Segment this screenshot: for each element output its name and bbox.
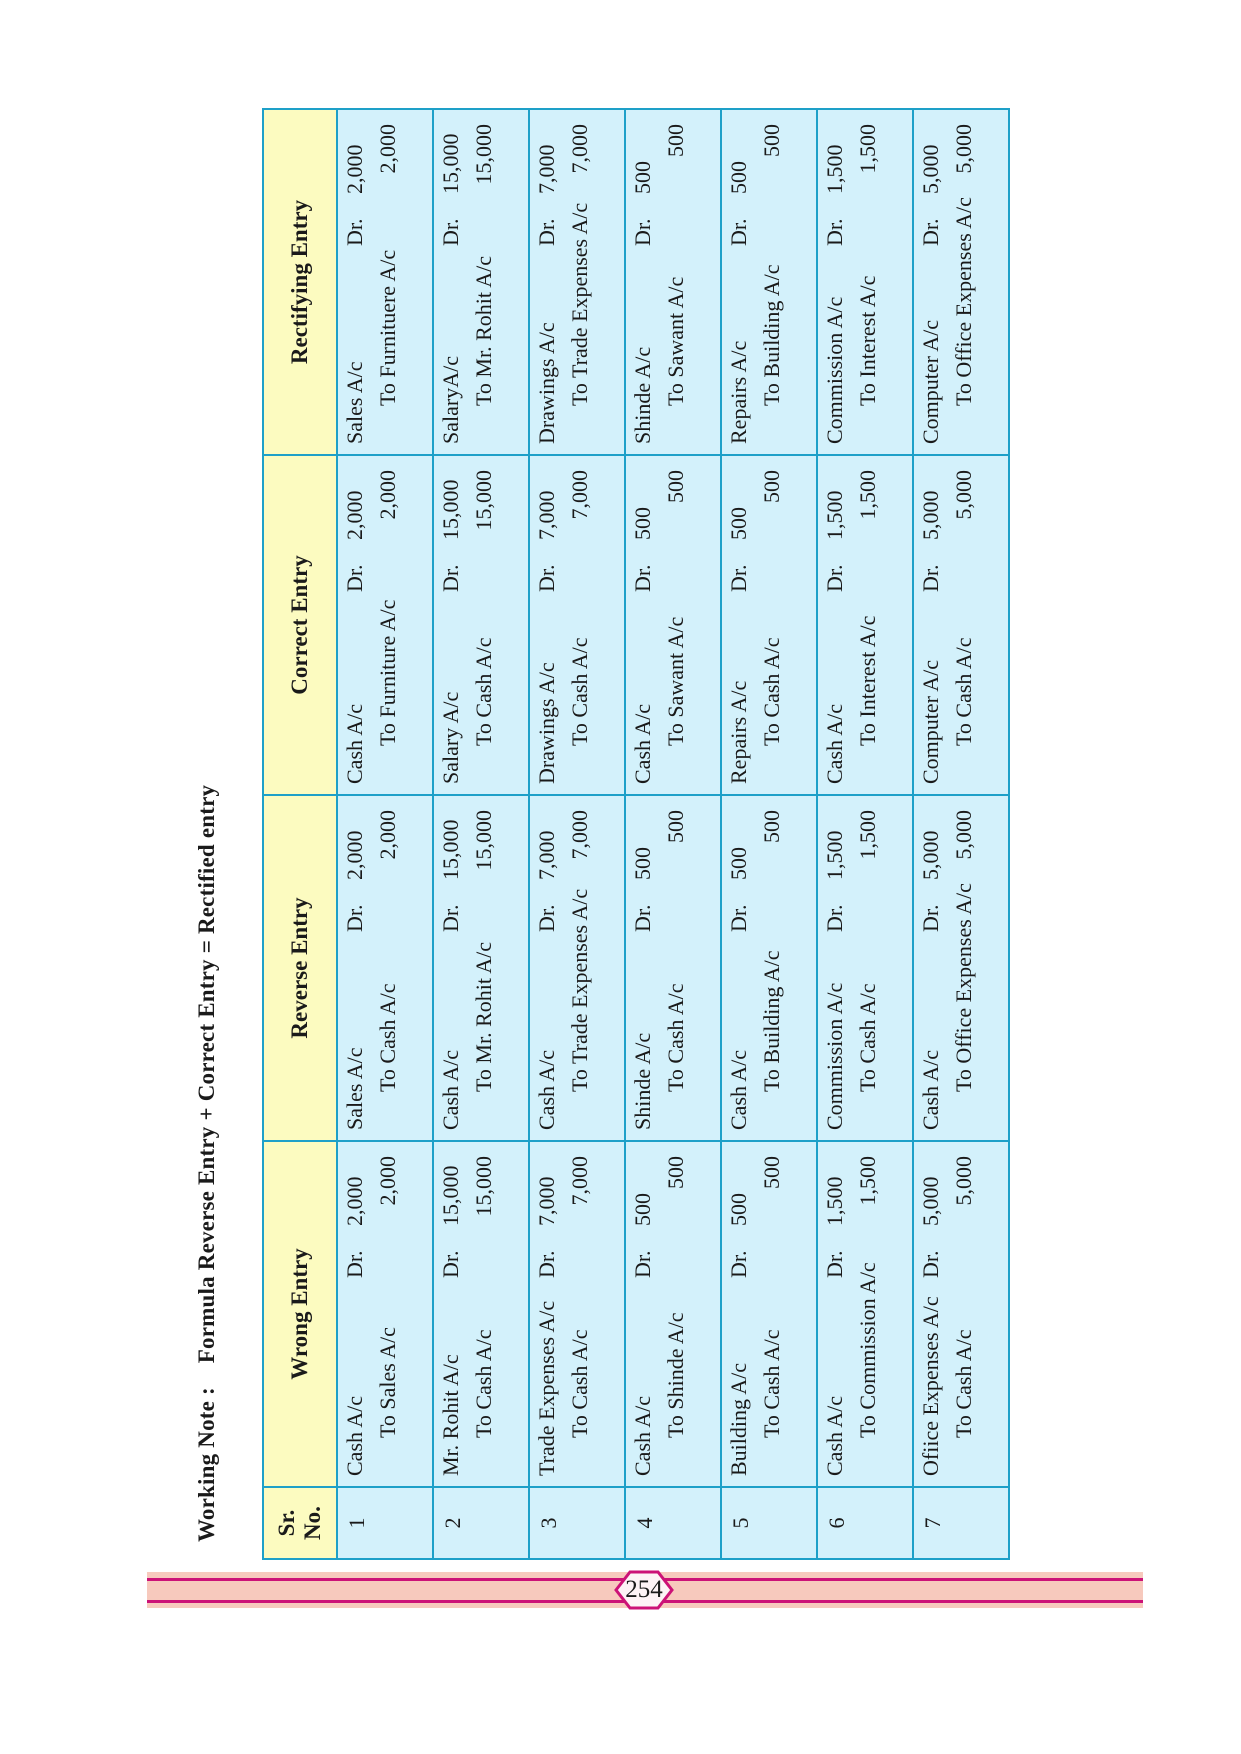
debit-line [918, 1150, 944, 1476]
credit-line [567, 464, 593, 784]
credit-account: To Office Expenses A/c [951, 197, 976, 406]
credit-amount: 500 [759, 1156, 784, 1189]
debit-amount: 500 [726, 507, 751, 540]
debit-account: Sales A/c [342, 1047, 367, 1130]
credit-line [375, 464, 401, 784]
dr-marker: Dr. [822, 218, 847, 246]
debit-amount: 1,500 [822, 490, 847, 540]
rectification-table [262, 108, 1010, 1560]
debit-line [726, 464, 752, 784]
debit-account: Trade Expenses A/c [534, 1300, 559, 1476]
journal-entry [818, 456, 881, 794]
debit-account: Building A/c [726, 1362, 751, 1476]
credit-account: To Sawant A/c [663, 276, 688, 406]
rotated-page-content [170, 110, 976, 1560]
debit-amount: 2,000 [342, 1176, 367, 1226]
debit-line [630, 118, 656, 444]
working-note-label: Working Note : [194, 1387, 219, 1542]
debit-amount: 5,000 [918, 144, 943, 194]
debit-line [342, 464, 368, 784]
wrong-entry-cell [433, 1141, 529, 1487]
correct-entry-cell [337, 455, 433, 795]
sr-no-cell: 6 [817, 1487, 913, 1559]
credit-account: To Shinde A/c [663, 1312, 688, 1438]
journal-entry [722, 796, 785, 1140]
journal-entry [530, 456, 593, 794]
debit-amount: 500 [630, 847, 655, 880]
credit-account: To Cash A/c [471, 637, 496, 746]
debit-line [726, 118, 752, 444]
dr-marker: Dr. [342, 564, 367, 592]
journal-entry [626, 110, 689, 454]
credit-line [375, 118, 401, 444]
journal-entry [338, 796, 401, 1140]
sr-no-cell: 3 [529, 1487, 625, 1559]
credit-amount: 1,500 [855, 1156, 880, 1206]
journal-entry [914, 796, 977, 1140]
dr-marker: Dr. [822, 904, 847, 932]
journal-entry [434, 796, 497, 1140]
debit-account: Drawings A/c [534, 322, 559, 444]
credit-account: To Interest A/c [855, 615, 880, 746]
rectifying-entry-cell [817, 109, 913, 455]
credit-account: To Cash A/c [471, 1329, 496, 1438]
journal-entry [626, 456, 689, 794]
debit-line [918, 118, 944, 444]
wrong-entry-cell [721, 1141, 817, 1487]
debit-account: Shinde A/c [630, 346, 655, 444]
credit-amount: 7,000 [567, 124, 592, 174]
credit-account: To Trade Expenses A/c [567, 888, 592, 1092]
credit-account: To Interest A/c [855, 275, 880, 406]
table-row [529, 109, 625, 1559]
correct-entry-cell [913, 455, 1009, 795]
debit-account: Repairs A/c [726, 680, 751, 784]
journal-entry [434, 110, 497, 454]
rectifying-entry-cell [913, 109, 1009, 455]
credit-account: To Cash A/c [951, 637, 976, 746]
journal-entry [626, 796, 689, 1140]
credit-line [471, 804, 497, 1130]
correct-entry-cell [721, 455, 817, 795]
debit-line [630, 804, 656, 1130]
credit-account: To Cash A/c [855, 983, 880, 1092]
journal-entry [626, 1142, 689, 1486]
credit-line [471, 118, 497, 444]
debit-account: Mr. Rohit A/c [438, 1354, 463, 1476]
debit-line [342, 1150, 368, 1476]
working-note-formula: Formula Reverse Entry + Correct Entry = Rectified entry [194, 784, 219, 1364]
debit-line [438, 118, 464, 444]
credit-line [951, 1150, 977, 1476]
credit-line [567, 118, 593, 444]
debit-amount: 7,000 [534, 830, 559, 880]
credit-line [663, 804, 689, 1130]
dr-marker: Dr. [630, 564, 655, 592]
credit-line [567, 804, 593, 1130]
table-row [913, 109, 1009, 1559]
credit-amount: 1,500 [855, 810, 880, 860]
journal-entry [530, 110, 593, 454]
sr-no-cell: 1 [337, 1487, 433, 1559]
wrong-entry-cell [817, 1141, 913, 1487]
debit-amount: 5,000 [918, 1176, 943, 1226]
header-rectifying-entry: Rectifying Entry [263, 109, 337, 455]
debit-line [918, 464, 944, 784]
journal-entry [722, 1142, 785, 1486]
debit-account: Cash A/c [534, 1049, 559, 1130]
credit-line [951, 118, 977, 444]
debit-account: SalaryA/c [438, 356, 463, 444]
working-note [194, 785, 220, 1542]
debit-account: Cash A/c [822, 1395, 847, 1476]
dr-marker: Dr. [630, 1250, 655, 1278]
credit-amount: 2,000 [375, 124, 400, 174]
dr-marker: Dr. [630, 904, 655, 932]
dr-marker: Dr. [918, 904, 943, 932]
credit-account: To Commission A/c [855, 1262, 880, 1438]
dr-marker: Dr. [726, 1250, 751, 1278]
credit-account: To Building A/c [759, 950, 784, 1092]
debit-line [726, 1150, 752, 1476]
dr-marker: Dr. [342, 218, 367, 246]
debit-account: Shinde A/c [630, 1032, 655, 1130]
credit-account: To Cash A/c [759, 637, 784, 746]
debit-account: Computer A/c [918, 659, 943, 784]
credit-account: To Sales A/c [375, 1327, 400, 1438]
debit-amount: 1,500 [822, 144, 847, 194]
header-sr-line1: Sr. [273, 1509, 299, 1537]
debit-amount: 7,000 [534, 144, 559, 194]
credit-amount: 500 [663, 810, 688, 843]
journal-entry [722, 456, 785, 794]
credit-line [951, 464, 977, 784]
rectifying-entry-cell [337, 109, 433, 455]
debit-account: Computer A/c [918, 319, 943, 444]
debit-amount: 500 [630, 161, 655, 194]
credit-line [951, 804, 977, 1130]
debit-amount: 15,000 [438, 479, 463, 540]
table-row [337, 109, 433, 1559]
debit-account: Cash A/c [630, 703, 655, 784]
dr-marker: Dr. [918, 1250, 943, 1278]
reverse-entry-cell [625, 795, 721, 1141]
debit-line [534, 1150, 560, 1476]
table-row [625, 109, 721, 1559]
journal-entry [818, 1142, 881, 1486]
wrong-entry-cell [625, 1141, 721, 1487]
debit-amount: 2,000 [342, 490, 367, 540]
dr-marker: Dr. [438, 1250, 463, 1278]
reverse-entry-cell [529, 795, 625, 1141]
debit-line [438, 1150, 464, 1476]
correct-entry-cell [817, 455, 913, 795]
debit-line [438, 804, 464, 1130]
journal-entry [818, 796, 881, 1140]
journal-entry [530, 1142, 593, 1486]
debit-amount: 2,000 [342, 830, 367, 880]
debit-amount: 500 [726, 847, 751, 880]
credit-amount: 500 [759, 470, 784, 503]
journal-entry [338, 1142, 401, 1486]
credit-account: To Cash A/c [567, 1329, 592, 1438]
debit-line [534, 118, 560, 444]
debit-amount: 500 [630, 1193, 655, 1226]
credit-line [663, 1150, 689, 1476]
wrong-entry-cell [529, 1141, 625, 1487]
header-sr-no [263, 1487, 337, 1559]
debit-amount: 500 [726, 161, 751, 194]
dr-marker: Dr. [726, 564, 751, 592]
dr-marker: Dr. [918, 218, 943, 246]
debit-amount: 7,000 [534, 1176, 559, 1226]
credit-account: To Cash A/c [663, 983, 688, 1092]
dr-marker: Dr. [630, 218, 655, 246]
reverse-entry-cell [433, 795, 529, 1141]
credit-account: To Mr. Rohit A/c [471, 255, 496, 406]
dr-marker: Dr. [534, 1250, 559, 1278]
credit-line [663, 464, 689, 784]
credit-line [855, 118, 881, 444]
debit-line [822, 118, 848, 444]
dr-marker: Dr. [726, 218, 751, 246]
sr-no-cell: 5 [721, 1487, 817, 1559]
credit-account: To Sawant A/c [663, 616, 688, 746]
table-header-row [263, 109, 337, 1559]
dr-marker: Dr. [726, 904, 751, 932]
debit-line [630, 1150, 656, 1476]
debit-amount: 15,000 [438, 133, 463, 194]
dr-marker: Dr. [438, 904, 463, 932]
correct-entry-cell [625, 455, 721, 795]
journal-entry [434, 1142, 497, 1486]
debit-account: Salary A/c [438, 691, 463, 784]
journal-entry [818, 110, 881, 454]
debit-amount: 500 [630, 507, 655, 540]
credit-amount: 5,000 [951, 810, 976, 860]
credit-line [375, 1150, 401, 1476]
reverse-entry-cell [817, 795, 913, 1141]
credit-line [759, 804, 785, 1130]
dr-marker: Dr. [822, 564, 847, 592]
credit-amount: 500 [663, 470, 688, 503]
credit-amount: 2,000 [375, 810, 400, 860]
header-correct-entry: Correct Entry [263, 455, 337, 795]
dr-marker: Dr. [534, 564, 559, 592]
journal-entry [338, 456, 401, 794]
credit-amount: 7,000 [567, 1156, 592, 1206]
rectifying-entry-cell [721, 109, 817, 455]
debit-account: Cash A/c [342, 1395, 367, 1476]
header-wrong-entry: Wrong Entry [263, 1141, 337, 1487]
wrong-entry-cell [913, 1141, 1009, 1487]
credit-amount: 15,000 [471, 810, 496, 871]
debit-amount: 1,500 [822, 1176, 847, 1226]
debit-amount: 5,000 [918, 490, 943, 540]
debit-amount: 2,000 [342, 144, 367, 194]
debit-account: Commission A/c [822, 982, 847, 1130]
journal-entry [914, 456, 977, 794]
credit-line [471, 1150, 497, 1476]
credit-amount: 1,500 [855, 470, 880, 520]
credit-account: To Office Expenses A/c [951, 883, 976, 1092]
credit-amount: 15,000 [471, 1156, 496, 1217]
table-row [721, 109, 817, 1559]
credit-amount: 5,000 [951, 124, 976, 174]
debit-amount: 5,000 [918, 830, 943, 880]
debit-line [822, 804, 848, 1130]
reverse-entry-cell [913, 795, 1009, 1141]
debit-account: Ofiice Expenses A/c [918, 1296, 943, 1476]
dr-marker: Dr. [822, 1250, 847, 1278]
debit-account: Cash A/c [342, 703, 367, 784]
reverse-entry-cell [337, 795, 433, 1141]
debit-line [342, 118, 368, 444]
credit-line [663, 118, 689, 444]
credit-account: To Cash A/c [375, 983, 400, 1092]
credit-line [471, 464, 497, 784]
debit-line [630, 464, 656, 784]
dr-marker: Dr. [342, 1250, 367, 1278]
correct-entry-cell [433, 455, 529, 795]
journal-entry [722, 110, 785, 454]
credit-amount: 500 [663, 124, 688, 157]
sr-no-cell: 7 [913, 1487, 1009, 1559]
debit-account: Cash A/c [630, 1395, 655, 1476]
dr-marker: Dr. [342, 904, 367, 932]
credit-amount: 500 [759, 124, 784, 157]
credit-line [855, 1150, 881, 1476]
credit-amount: 15,000 [471, 470, 496, 531]
credit-amount: 1,500 [855, 124, 880, 174]
table-row [817, 109, 913, 1559]
debit-line [342, 804, 368, 1130]
credit-line [855, 464, 881, 784]
debit-account: Cash A/c [918, 1049, 943, 1130]
sr-no-cell: 2 [433, 1487, 529, 1559]
debit-amount: 7,000 [534, 490, 559, 540]
credit-amount: 7,000 [567, 810, 592, 860]
debit-line [822, 1150, 848, 1476]
credit-amount: 7,000 [567, 470, 592, 520]
rectifying-entry-cell [433, 109, 529, 455]
credit-account: To Trade Expenses A/c [567, 202, 592, 406]
debit-account: Drawings A/c [534, 662, 559, 784]
credit-line [759, 464, 785, 784]
credit-line [759, 1150, 785, 1476]
credit-amount: 500 [759, 810, 784, 843]
table-row [433, 109, 529, 1559]
journal-entry [434, 456, 497, 794]
credit-account: To Cash A/c [567, 637, 592, 746]
dr-marker: Dr. [534, 218, 559, 246]
header-reverse-entry: Reverse Entry [263, 795, 337, 1141]
rectifying-entry-cell [625, 109, 721, 455]
debit-amount: 15,000 [438, 819, 463, 880]
credit-account: To Cash A/c [759, 1329, 784, 1438]
credit-amount: 2,000 [375, 470, 400, 520]
debit-account: Commission A/c [822, 296, 847, 444]
journal-entry [530, 796, 593, 1140]
debit-amount: 15,000 [438, 1165, 463, 1226]
credit-amount: 5,000 [951, 1156, 976, 1206]
credit-line [567, 1150, 593, 1476]
debit-amount: 500 [726, 1193, 751, 1226]
credit-account: To Furnituere A/c [375, 249, 400, 406]
credit-line [375, 804, 401, 1130]
correct-entry-cell [529, 455, 625, 795]
debit-account: Sales A/c [342, 361, 367, 444]
debit-line [438, 464, 464, 784]
journal-entry [914, 110, 977, 454]
page-number: 254 [625, 1576, 663, 1603]
sr-no-cell: 4 [625, 1487, 721, 1559]
debit-account: Cash A/c [726, 1049, 751, 1130]
credit-account: To Furniture A/c [375, 599, 400, 746]
dr-marker: Dr. [438, 218, 463, 246]
credit-amount: 15,000 [471, 124, 496, 185]
credit-line [759, 118, 785, 444]
journal-entry [914, 1142, 977, 1486]
debit-account: Repairs A/c [726, 340, 751, 444]
journal-entry [338, 110, 401, 454]
dr-marker: Dr. [438, 564, 463, 592]
debit-line [822, 464, 848, 784]
debit-line [534, 804, 560, 1130]
debit-account: Cash A/c [438, 1049, 463, 1130]
header-sr-line2: No. [300, 1506, 325, 1540]
debit-line [918, 804, 944, 1130]
dr-marker: Dr. [918, 564, 943, 592]
credit-account: To Mr. Rohit A/c [471, 941, 496, 1092]
credit-amount: 500 [663, 1156, 688, 1189]
rectifying-entry-cell [529, 109, 625, 455]
credit-line [855, 804, 881, 1130]
credit-account: To Building A/c [759, 264, 784, 406]
dr-marker: Dr. [534, 904, 559, 932]
credit-account: To Cash A/c [951, 1329, 976, 1438]
debit-line [726, 804, 752, 1130]
wrong-entry-cell [337, 1141, 433, 1487]
reverse-entry-cell [721, 795, 817, 1141]
debit-amount: 1,500 [822, 830, 847, 880]
debit-account: Cash A/c [822, 703, 847, 784]
debit-line [534, 464, 560, 784]
credit-amount: 5,000 [951, 470, 976, 520]
credit-amount: 2,000 [375, 1156, 400, 1206]
